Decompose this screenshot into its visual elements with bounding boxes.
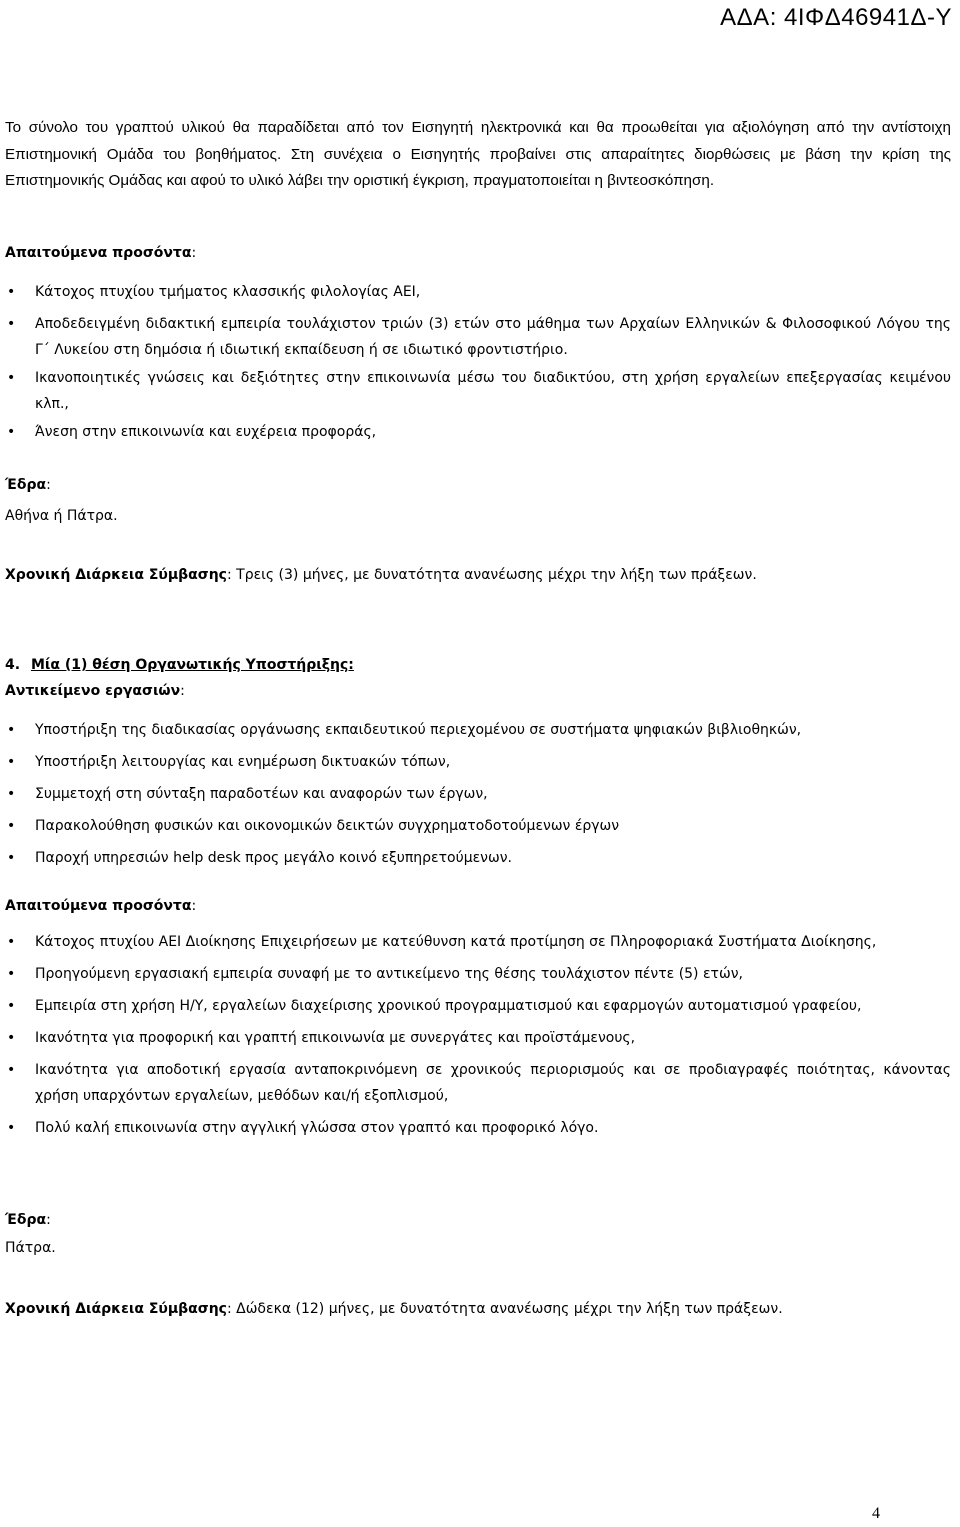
list-item: • Συμμετοχή στη σύνταξη παραδοτέων και αναφορών των έργων, (5, 781, 951, 807)
section-number: 4. (5, 657, 21, 673)
duration-line-1 (5, 567, 757, 583)
section-title: Μία (1) θέση Οργανωτικής Υποστήριξης: (30, 657, 354, 673)
list-item: • Κάτοχος πτυχίου τμήματος κλασσικής φιλολογίας ΑΕΙ, (5, 279, 951, 305)
objectives-label: Αντικείμενο εργασιών (5, 683, 181, 699)
page-number: 4 (872, 1505, 880, 1522)
list-item: • Ικανοποιητικές γνώσεις και δεξιότητες στην επικοινωνία μέσω του διαδικτύου, στη χρήση εργαλείων επεξεργασίας κειμένου κλπ., (5, 365, 951, 417)
list-item: • Πολύ καλή επικοινωνία στην αγγλική γλώσσα στον γραπτό και προφορικό λόγο. (5, 1115, 951, 1141)
seat-label: Έδρα (5, 1212, 47, 1228)
list-item: • Αποδεδειγμένη διδακτική εμπειρία τουλάχιστον τριών (3) ετών στο μάθημα των Αρχαίων Ελληνικών & Φιλοσοφικού Λόγου της Γ΄ Λυκείου στη δημόσια ή ιδιωτική εκπαίδευση ή σε ιδιωτικό φροντιστήριο. (5, 311, 951, 363)
duration-line-2 (5, 1301, 783, 1317)
list-item: • Εμπειρία στη χρήση Η/Υ, εργαλείων διαχείρισης χρονικού προγραμματισμού και εφαρμογών αυτοματισμού γραφείου, (5, 993, 951, 1019)
seat-heading-2: Έδρα: (5, 1212, 51, 1228)
section-title-4 (5, 657, 354, 673)
duration-label: Χρονική Διάρκεια Σύμβασης (5, 567, 227, 583)
list-item: • Υποστήριξη λειτουργίας και ενημέρωση δικτυακών τόπων, (5, 749, 951, 775)
duration-label: Χρονική Διάρκεια Σύμβασης (5, 1301, 227, 1317)
ada-code: ΑΔΑ: 4ΙΦΔ46941Δ-Υ (720, 4, 952, 31)
duration-value: : Τρεις (3) μήνες, με δυνατότητα ανανέωσης μέχρι την λήξη των πράξεων. (226, 567, 757, 583)
list-item: • Υποστήριξη της διαδικασίας οργάνωσης εκπαιδευτικού περιεχομένου σε συστήματα ψηφιακών βιβλιοθηκών, (5, 717, 951, 743)
seat-heading-1: Έδρα: (5, 477, 51, 493)
requirements-label: Απαιτούμενα προσόντα (5, 245, 192, 261)
duration-value: : Δώδεκα (12) μήνες, με δυνατότητα ανανέωσης μέχρι την λήξη των πράξεων. (226, 1301, 783, 1317)
list-item: • Παρακολούθηση φυσικών και οικονομικών δεικτών συγχρηματοδοτούμενων έργων (5, 813, 951, 839)
list-item: • Κάτοχος πτυχίου ΑΕΙ Διοίκησης Επιχειρήσεων με κατεύθυνση κατά προτίμηση σε Πληροφοριακά Συστήματα Διοίκησης, (5, 929, 951, 955)
list-item: • Παροχή υπηρεσιών help desk προς μεγάλο κοινό εξυπηρετούμενων. (5, 845, 951, 871)
requirements-heading-1: Απαιτούμενα προσόντα: (5, 245, 197, 261)
objectives-list (5, 717, 951, 871)
seat-label: Έδρα (5, 477, 47, 493)
requirements-heading-2: Απαιτούμενα προσόντα: (5, 898, 197, 914)
seat-value-2: Πάτρα. (5, 1240, 56, 1256)
list-item: • Άνεση στην επικοινωνία και ευχέρεια προφοράς, (5, 419, 951, 445)
list-item: • Ικανότητα για αποδοτική εργασία ανταποκρινόμενη σε χρονικούς περιορισμούς και σε προδιαγραφές ποιότητας, κάνοντας χρήση υπαρχόντων εργαλείων, μεθόδων και/ή εξοπλισμού, (5, 1057, 951, 1109)
objectives-heading: Αντικείμενο εργασιών: (5, 683, 185, 699)
requirements-label: Απαιτούμενα προσόντα (5, 898, 192, 914)
requirements-list-1 (5, 279, 951, 445)
intro-paragraph: Το σύνολο του γραπτού υλικού θα παραδίδεται από τον Εισηγητή ηλεκτρονικά και θα προωθείται για αξιολόγηση από την αντίστοιχη Επιστημονική Ομάδα του βοηθήματος. Στη συνέχεια ο Εισηγητής προβαίνει στις απαραίτητες διορθώσεις με βάση την κρίση της Επιστημονικής Ομάδας και αφού το υλικό λάβει την οριστική έγκριση, πραγματοποιείται η βιντεοσκόπηση. (5, 119, 951, 189)
seat-value-1: Αθήνα ή Πάτρα. (5, 508, 118, 524)
requirements-list-2 (5, 929, 951, 1141)
list-item: • Ικανότητα για προφορική και γραπτή επικοινωνία με συνεργάτες και προϊστάμενους, (5, 1025, 951, 1051)
list-item: • Προηγούμενη εργασιακή εμπειρία συναφή με το αντικείμενο της θέσης τουλάχιστον πέντε (5) ετών, (5, 961, 951, 987)
